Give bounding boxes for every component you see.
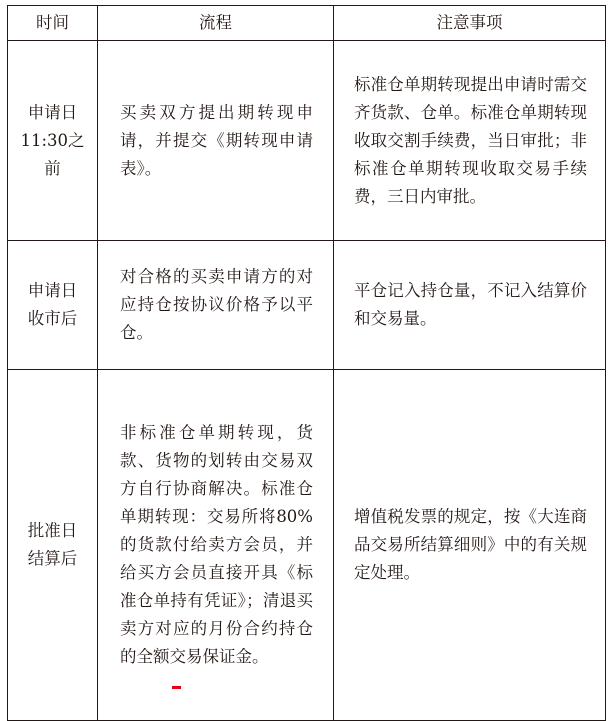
table-row: [8, 41, 606, 241]
red-mark: [172, 686, 181, 689]
time-line: 批准日: [27, 521, 78, 540]
header-flow: 流程: [98, 6, 334, 41]
time-line: 申请日: [27, 102, 78, 122]
note-cell: 平仓记入持仓量，不记入结算价和交易量。: [334, 241, 606, 370]
header-note: 注意事项: [334, 6, 606, 41]
flow-cell: 对合格的买卖申请方的对应持仓按协议价格予以平仓。: [98, 241, 334, 370]
time-line: 11:30之前: [20, 130, 85, 178]
note-cell: 标准仓单期转现提出申请时需交齐货款、仓单。标准仓单期转现收取交割手续费，当日审批；非标准仓单期转现收取交易手续费，三日内审批。: [334, 41, 606, 241]
time-line: 收市后: [27, 309, 78, 328]
table-row: [8, 370, 606, 721]
flow-cell: 买卖双方提出期转现申请，并提交《期转现申请表》。: [98, 41, 334, 241]
header-time: 时间: [8, 6, 98, 41]
efp-process-table: [7, 5, 606, 721]
time-cell: [8, 370, 98, 721]
note-cell: 增值税发票的规定，按《大连商品交易所结算细则》中的有关规定处理。: [334, 370, 606, 721]
table-row: [8, 241, 606, 370]
time-cell: [8, 241, 98, 370]
time-cell: [8, 41, 98, 241]
table-header-row: [8, 6, 606, 41]
time-line: 结算后: [27, 549, 78, 568]
flow-cell: 非标准仓单期转现，货款、货物的划转由交易双方自行协商解决。标准仓单期转现：交易所将80%的货款付给卖方会员，并给买方会员直接开具《标准仓单持有凭证》；清退买卖方对应的月份合约持仓的全额交易保证金。: [98, 370, 334, 721]
time-line: 申请日: [27, 281, 78, 300]
